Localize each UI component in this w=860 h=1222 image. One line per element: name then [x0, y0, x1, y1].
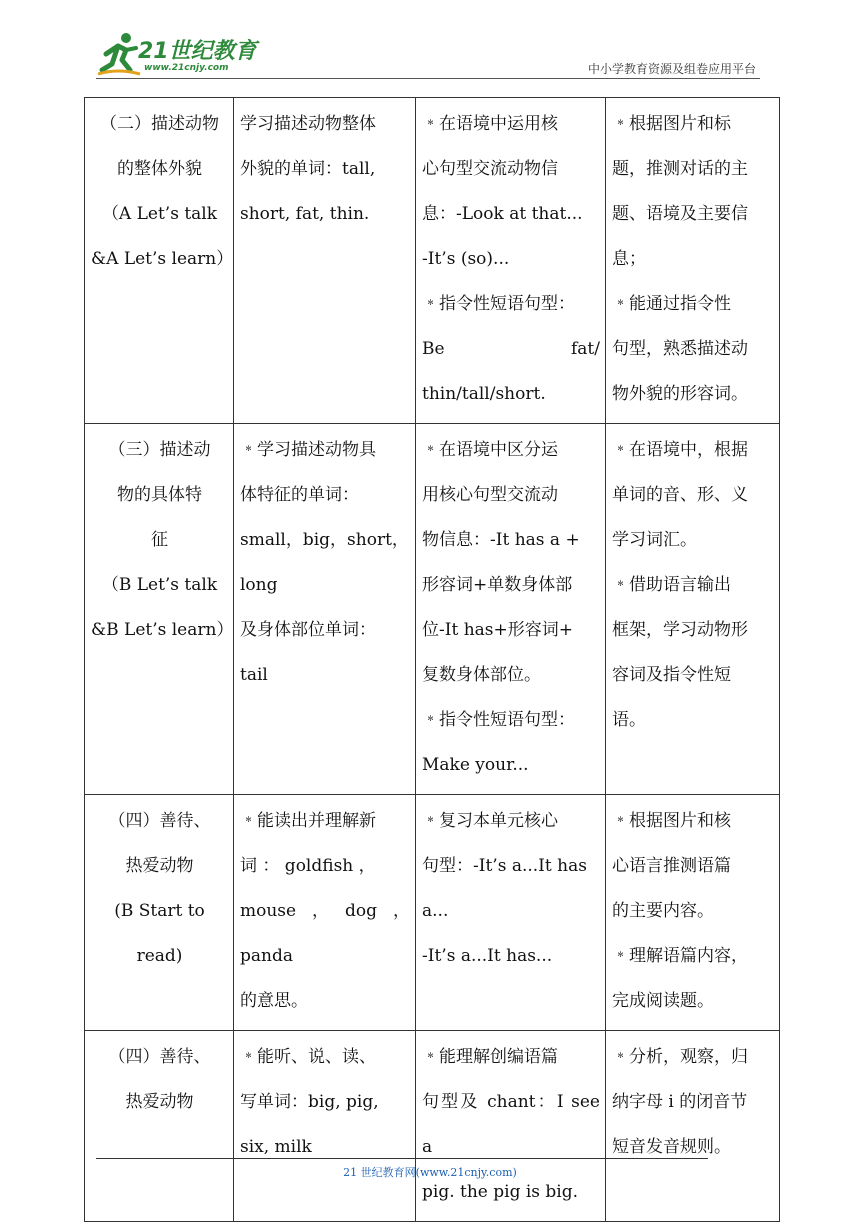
- cell-line: 位-It has+形容词+: [422, 620, 573, 640]
- content-cell: [234, 795, 416, 1031]
- ability-cell: [606, 1031, 780, 1222]
- cell-line: ﹡借助语言输出: [612, 575, 731, 595]
- cell-line: （二）描述动物: [100, 114, 219, 134]
- cell-line: ﹡根据图片和标: [612, 114, 731, 134]
- cell-line: ﹡指令性短语句型：: [422, 710, 575, 730]
- cell-line: ﹡根据图片和核: [612, 811, 731, 831]
- footer-text: 21 世纪教育网(www.21cnjy.com): [343, 1166, 517, 1179]
- cell-line: 题、语境及主要信: [612, 204, 748, 224]
- cell-line: mouse，dog，panda: [240, 901, 410, 966]
- cell-line: ﹡学习描述动物具: [240, 440, 376, 460]
- language-cell: [416, 424, 606, 795]
- cell-line: ﹡复习本单元核心: [422, 811, 558, 831]
- cell-line: （三）描述动: [108, 440, 211, 460]
- stage-cell: [85, 424, 234, 795]
- logo-url: www.21cnjy.com: [144, 63, 229, 73]
- cell-line: six, milk: [240, 1137, 312, 1157]
- cell-line: 框架，学习动物形: [612, 620, 748, 640]
- content-cell: [234, 98, 416, 424]
- cell-line: &A Let’s learn）: [91, 249, 234, 269]
- cell-line: long: [240, 575, 278, 595]
- cell-line: ﹡分析，观察，归: [612, 1047, 748, 1067]
- cell-line: 句型，熟悉描述动: [612, 339, 748, 359]
- cell-line: short, fat, thin.: [240, 204, 370, 224]
- stage-cell: [85, 795, 234, 1031]
- cell-line: -It’s (so)...: [422, 249, 510, 269]
- cell-line: 词 ： goldfish ，: [240, 856, 376, 876]
- runner-logo-icon: [96, 30, 142, 76]
- cell-line: 热爱动物: [125, 1092, 194, 1112]
- cell-line: 息；: [612, 249, 646, 269]
- cell-line: pig. the pig is big.: [422, 1182, 579, 1202]
- language-cell: [416, 1031, 606, 1222]
- cell-line: 热爱动物: [125, 856, 194, 876]
- ability-cell: [606, 795, 780, 1031]
- cell-line: ﹡能通过指令性: [612, 294, 731, 314]
- cell-line: 单词的音、形、义: [612, 485, 748, 505]
- cell-line: Be fat/ thin/tall/short.: [422, 339, 600, 404]
- lesson-table: [84, 97, 780, 1222]
- cell-line: 心句型交流动物信: [422, 159, 558, 179]
- header-tagline: 中小学教育资源及组卷应用平台: [587, 62, 756, 76]
- table-row: [85, 424, 780, 795]
- cell-line: 的意思。: [240, 991, 308, 1011]
- table-row: [85, 795, 780, 1031]
- cell-line: &B Let’s learn）: [91, 620, 234, 640]
- table-row: [85, 98, 780, 424]
- content-cell: [234, 1031, 416, 1222]
- cell-line: ﹡在语境中运用核: [422, 114, 558, 134]
- cell-line: 短音发音规则。: [612, 1137, 731, 1157]
- page-header: [0, 0, 860, 80]
- cell-line: 物信息：-It has a +: [422, 530, 580, 550]
- cell-line: tail: [240, 665, 268, 685]
- ability-cell: [606, 98, 780, 424]
- cell-line: 心语言推测语篇: [612, 856, 731, 876]
- cell-line: ﹡能理解创编语篇: [422, 1047, 558, 1067]
- cell-line: -It’s a...It has...: [422, 946, 553, 966]
- cell-line: 学习描述动物整体: [240, 114, 376, 134]
- stage-cell: [85, 1031, 234, 1222]
- ability-cell: [606, 424, 780, 795]
- cell-line: ﹡在语境中区分运: [422, 440, 558, 460]
- cell-line: 形容词+单数身体部: [422, 575, 573, 595]
- cell-line: 物的具体特: [117, 485, 202, 505]
- cell-line: Make your...: [422, 755, 529, 775]
- cell-line: 题，推测对话的主: [612, 159, 748, 179]
- cell-line: (B Start to read): [114, 901, 205, 966]
- cell-line: 句型及 chant：I see a: [422, 1092, 600, 1157]
- cell-line: a...: [422, 901, 449, 921]
- cell-line: ﹡指令性短语句型：: [422, 294, 575, 314]
- cell-line: 完成阅读题。: [612, 991, 714, 1011]
- cell-line: 用核心句型交流动: [422, 485, 558, 505]
- cell-line: 体特征的单词：: [240, 485, 359, 505]
- cell-line: ﹡能读出并理解新: [240, 811, 376, 831]
- logo-text: 21世纪教育: [138, 39, 257, 64]
- cell-line: 及身体部位单词：: [240, 620, 376, 640]
- cell-line: 物外貌的形容词。: [612, 384, 748, 404]
- logo[interactable]: [96, 30, 266, 78]
- cell-line: （A Let’s talk: [101, 204, 218, 224]
- stage-cell: [85, 98, 234, 424]
- cell-line: 容词及指令性短: [612, 665, 731, 685]
- content-cell: [234, 424, 416, 795]
- cell-line: 的整体外貌: [117, 159, 202, 179]
- cell-line: 写单词：big, pig,: [240, 1092, 379, 1112]
- cell-line: 的主要内容。: [612, 901, 714, 921]
- cell-line: （四）善待、: [108, 811, 211, 831]
- cell-line: 复数身体部位。: [422, 665, 541, 685]
- header-divider: [96, 78, 760, 79]
- cell-line: small，big，short，: [240, 530, 409, 550]
- cell-line: 句型：-It’s a...It has: [422, 856, 587, 876]
- cell-line: ﹡理解语篇内容，: [612, 946, 748, 966]
- table-row: [85, 1031, 780, 1222]
- cell-line: 征: [151, 530, 168, 550]
- language-cell: [416, 795, 606, 1031]
- cell-line: 学习词汇。: [612, 530, 697, 550]
- cell-line: ﹡在语境中，根据: [612, 440, 748, 460]
- cell-line: （四）善待、: [108, 1047, 211, 1067]
- cell-line: 纳字母 i 的闭音节: [612, 1092, 748, 1112]
- footer-divider: [96, 1158, 708, 1159]
- cell-line: 息：-Look at that...: [422, 204, 583, 224]
- cell-line: ﹡能听、说、读、: [240, 1047, 376, 1067]
- cell-line: 外貌的单词：tall,: [240, 159, 376, 179]
- language-cell: [416, 98, 606, 424]
- cell-line: （B Let’s talk: [101, 575, 218, 595]
- cell-line: 语。: [612, 710, 646, 730]
